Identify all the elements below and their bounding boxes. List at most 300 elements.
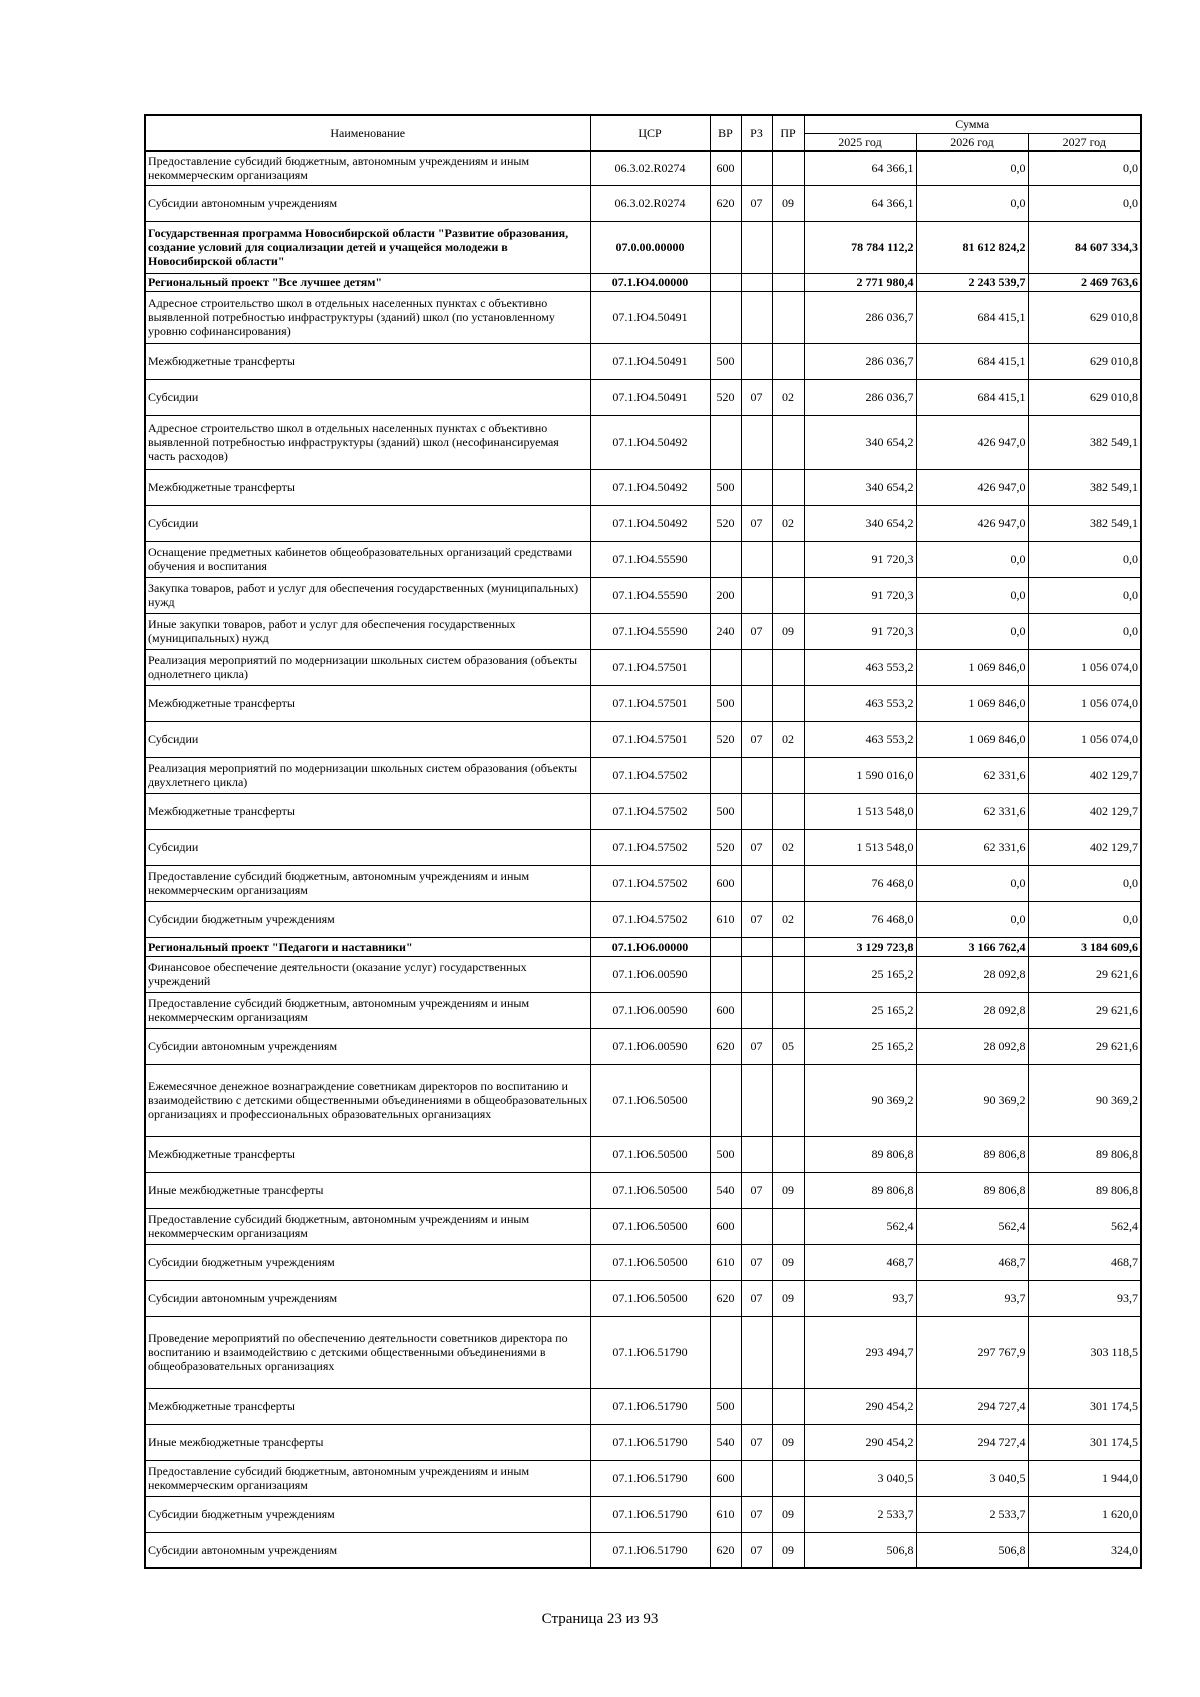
row-rz: [741, 541, 772, 577]
table-row: [145, 1208, 1141, 1244]
row-rz: 07: [741, 1244, 772, 1280]
row-name: Субсидии автономным учреждениям: [145, 1532, 590, 1568]
row-sum-2026: 28 092,8: [916, 1028, 1028, 1064]
row-csr: 07.1.Ю4.50491: [590, 343, 710, 379]
row-sum-2025: 1 590 016,0: [804, 757, 916, 793]
row-sum-2025: 78 784 112,2: [804, 221, 916, 273]
row-pr: [772, 1136, 804, 1172]
row-name: Межбюджетные трансферты: [145, 343, 590, 379]
table-body: [145, 151, 1141, 1568]
row-name: Адресное строительство школ в отдельных населенных пунктах с объективно выявленной потребностью инфраструктуры (зданий) школ (по установленному уровню софинансирования): [145, 291, 590, 343]
row-rz: [741, 685, 772, 721]
row-csr: 07.1.Ю6.51790: [590, 1460, 710, 1496]
row-sum-2025: 286 036,7: [804, 343, 916, 379]
row-sum-2026: 3 040,5: [916, 1460, 1028, 1496]
table-row: [145, 937, 1141, 956]
row-sum-2025: 64 366,1: [804, 185, 916, 221]
row-csr: 07.1.Ю4.50492: [590, 415, 710, 469]
row-vr: 600: [710, 865, 741, 901]
row-rz: [741, 1208, 772, 1244]
row-sum-2026: 1 069 846,0: [916, 685, 1028, 721]
row-sum-2026: 62 331,6: [916, 829, 1028, 865]
row-pr: 09: [772, 1496, 804, 1532]
row-sum-2026: 684 415,1: [916, 291, 1028, 343]
row-name: Адресное строительство школ в отдельных населенных пунктах с объективно выявленной потребностью инфраструктуры (зданий) школ (несофинансируемая часть расходов): [145, 415, 590, 469]
row-vr: [710, 273, 741, 291]
row-sum-2026: 294 727,4: [916, 1388, 1028, 1424]
table-row: [145, 992, 1141, 1028]
row-sum-2026: 562,4: [916, 1208, 1028, 1244]
row-sum-2026: 684 415,1: [916, 379, 1028, 415]
row-sum-2027: 382 549,1: [1028, 415, 1141, 469]
row-sum-2027: 301 174,5: [1028, 1424, 1141, 1460]
row-csr: 06.3.02.R0274: [590, 185, 710, 221]
row-name: Предоставление субсидий бюджетным, автономным учреждениям и иным некоммерческим организациям: [145, 865, 590, 901]
row-name: Иные закупки товаров, работ и услуг для обеспечения государственных (муниципальных) нужд: [145, 613, 590, 649]
row-sum-2026: 0,0: [916, 613, 1028, 649]
row-sum-2026: 297 767,9: [916, 1316, 1028, 1388]
table-row: [145, 613, 1141, 649]
row-sum-2027: 0,0: [1028, 541, 1141, 577]
table-header: [145, 115, 1141, 151]
row-sum-2027: 468,7: [1028, 1244, 1141, 1280]
row-vr: 600: [710, 151, 741, 185]
row-sum-2025: 506,8: [804, 1532, 916, 1568]
row-vr: 520: [710, 379, 741, 415]
row-sum-2026: 426 947,0: [916, 415, 1028, 469]
row-sum-2025: 290 454,2: [804, 1424, 916, 1460]
table-row: [145, 469, 1141, 505]
row-rz: [741, 221, 772, 273]
row-rz: [741, 291, 772, 343]
row-vr: 520: [710, 505, 741, 541]
row-sum-2026: 28 092,8: [916, 992, 1028, 1028]
table-row: [145, 1172, 1141, 1208]
row-csr: 07.1.Ю6.51790: [590, 1316, 710, 1388]
row-sum-2025: 340 654,2: [804, 415, 916, 469]
row-rz: [741, 793, 772, 829]
row-sum-2027: 1 056 074,0: [1028, 685, 1141, 721]
row-sum-2027: 382 549,1: [1028, 469, 1141, 505]
header-sum: Сумма: [804, 115, 1141, 133]
table-row: [145, 1280, 1141, 1316]
row-vr: [710, 291, 741, 343]
row-rz: 07: [741, 1280, 772, 1316]
row-sum-2027: 629 010,8: [1028, 379, 1141, 415]
row-name: Субсидии автономным учреждениям: [145, 1028, 590, 1064]
page-number: Страница 23 из 93: [541, 1611, 659, 1627]
row-pr: [772, 291, 804, 343]
row-csr: 07.1.Ю6.51790: [590, 1424, 710, 1460]
row-vr: 500: [710, 343, 741, 379]
header-year-2025: 2025 год: [804, 133, 916, 151]
row-name: Субсидии: [145, 829, 590, 865]
row-name: Оснащение предметных кабинетов общеобразовательных организаций средствами обучения и воспитания: [145, 541, 590, 577]
row-sum-2026: 684 415,1: [916, 343, 1028, 379]
row-csr: 07.1.Ю4.50491: [590, 291, 710, 343]
row-sum-2027: 301 174,5: [1028, 1388, 1141, 1424]
row-sum-2026: 1 069 846,0: [916, 721, 1028, 757]
row-pr: 05: [772, 1028, 804, 1064]
row-sum-2026: 0,0: [916, 577, 1028, 613]
row-sum-2027: 29 621,6: [1028, 992, 1141, 1028]
row-rz: [741, 415, 772, 469]
row-sum-2026: 2 533,7: [916, 1496, 1028, 1532]
row-csr: 07.1.Ю6.00590: [590, 992, 710, 1028]
row-pr: [772, 937, 804, 956]
row-sum-2027: 29 621,6: [1028, 1028, 1141, 1064]
row-rz: [741, 273, 772, 291]
row-rz: 07: [741, 1172, 772, 1208]
table-row: [145, 1136, 1141, 1172]
row-csr: 07.1.Ю6.50500: [590, 1280, 710, 1316]
row-sum-2027: 402 129,7: [1028, 757, 1141, 793]
row-vr: 500: [710, 1388, 741, 1424]
row-vr: [710, 541, 741, 577]
header-year-2027: 2027 год: [1028, 133, 1141, 151]
row-vr: 620: [710, 185, 741, 221]
row-sum-2027: 89 806,8: [1028, 1136, 1141, 1172]
table-row: [145, 721, 1141, 757]
row-rz: [741, 1460, 772, 1496]
row-csr: 07.1.Ю4.50492: [590, 505, 710, 541]
row-vr: 620: [710, 1532, 741, 1568]
row-vr: 610: [710, 901, 741, 937]
table-row: [145, 379, 1141, 415]
table-row: [145, 1388, 1141, 1424]
row-pr: 09: [772, 613, 804, 649]
row-name: Финансовое обеспечение деятельности (оказание услуг) государственных учреждений: [145, 956, 590, 992]
row-vr: 610: [710, 1496, 741, 1532]
row-sum-2026: 0,0: [916, 185, 1028, 221]
row-vr: 520: [710, 829, 741, 865]
row-vr: [710, 757, 741, 793]
row-sum-2026: 426 947,0: [916, 469, 1028, 505]
row-vr: 520: [710, 721, 741, 757]
row-csr: 07.1.Ю4.57502: [590, 901, 710, 937]
row-sum-2025: 463 553,2: [804, 685, 916, 721]
row-pr: [772, 649, 804, 685]
row-pr: [772, 685, 804, 721]
row-sum-2027: 0,0: [1028, 185, 1141, 221]
row-csr: 07.1.Ю6.51790: [590, 1532, 710, 1568]
row-csr: 07.1.Ю4.57502: [590, 865, 710, 901]
row-pr: [772, 757, 804, 793]
row-sum-2027: 402 129,7: [1028, 793, 1141, 829]
row-pr: 02: [772, 505, 804, 541]
row-csr: 07.0.00.00000: [590, 221, 710, 273]
row-sum-2027: 0,0: [1028, 151, 1141, 185]
row-csr: 07.1.Ю6.00590: [590, 956, 710, 992]
row-sum-2027: 0,0: [1028, 901, 1141, 937]
row-sum-2026: 62 331,6: [916, 793, 1028, 829]
row-vr: 500: [710, 793, 741, 829]
row-pr: [772, 577, 804, 613]
row-pr: 09: [772, 1244, 804, 1280]
table-row: [145, 793, 1141, 829]
row-sum-2025: 76 468,0: [804, 901, 916, 937]
row-pr: 02: [772, 721, 804, 757]
row-name: Иные межбюджетные трансферты: [145, 1424, 590, 1460]
row-vr: 620: [710, 1028, 741, 1064]
row-vr: [710, 649, 741, 685]
row-sum-2025: 89 806,8: [804, 1136, 916, 1172]
row-rz: [741, 469, 772, 505]
table-row: [145, 829, 1141, 865]
row-sum-2027: 629 010,8: [1028, 291, 1141, 343]
row-rz: 07: [741, 901, 772, 937]
row-vr: 610: [710, 1244, 741, 1280]
row-name: Субсидии: [145, 379, 590, 415]
row-vr: 540: [710, 1424, 741, 1460]
table-row: [145, 505, 1141, 541]
row-sum-2027: 1 620,0: [1028, 1496, 1141, 1532]
row-csr: 07.1.Ю4.57502: [590, 793, 710, 829]
row-rz: [741, 1064, 772, 1136]
row-rz: [741, 757, 772, 793]
row-pr: [772, 221, 804, 273]
row-pr: [772, 151, 804, 185]
row-pr: [772, 1316, 804, 1388]
row-vr: 500: [710, 469, 741, 505]
table-row: [145, 273, 1141, 291]
row-sum-2027: 2 469 763,6: [1028, 273, 1141, 291]
row-csr: 07.1.Ю6.00000: [590, 937, 710, 956]
row-name: Государственная программа Новосибирской области "Развитие образования, создание условий для социализации детей и учащейся молодежи в Новосибирской области": [145, 221, 590, 273]
row-sum-2025: 91 720,3: [804, 613, 916, 649]
row-name: Межбюджетные трансферты: [145, 469, 590, 505]
row-sum-2027: 84 607 334,3: [1028, 221, 1141, 273]
row-rz: [741, 1316, 772, 1388]
row-sum-2025: 93,7: [804, 1280, 916, 1316]
row-sum-2027: 89 806,8: [1028, 1172, 1141, 1208]
table-row: [145, 956, 1141, 992]
row-sum-2027: 29 621,6: [1028, 956, 1141, 992]
row-sum-2026: 62 331,6: [916, 757, 1028, 793]
row-csr: 07.1.Ю4.00000: [590, 273, 710, 291]
row-sum-2025: 2 533,7: [804, 1496, 916, 1532]
row-sum-2027: 90 369,2: [1028, 1064, 1141, 1136]
header-pr: ПР: [772, 115, 804, 151]
row-rz: 07: [741, 1424, 772, 1460]
header-csr: ЦСР: [590, 115, 710, 151]
table-row: [145, 865, 1141, 901]
row-vr: 600: [710, 1208, 741, 1244]
row-csr: 07.1.Ю4.50492: [590, 469, 710, 505]
row-pr: [772, 1064, 804, 1136]
row-sum-2025: 89 806,8: [804, 1172, 916, 1208]
row-sum-2025: 1 513 548,0: [804, 793, 916, 829]
row-csr: 07.1.Ю6.50500: [590, 1172, 710, 1208]
header-vr: ВР: [710, 115, 741, 151]
table-row: [145, 1028, 1141, 1064]
row-sum-2026: 2 243 539,7: [916, 273, 1028, 291]
table-row: [145, 1460, 1141, 1496]
row-sum-2025: 25 165,2: [804, 1028, 916, 1064]
row-csr: 07.1.Ю6.50500: [590, 1064, 710, 1136]
row-name: Субсидии автономным учреждениям: [145, 185, 590, 221]
row-pr: [772, 865, 804, 901]
row-csr: 07.1.Ю4.57501: [590, 649, 710, 685]
row-rz: [741, 649, 772, 685]
row-pr: [772, 415, 804, 469]
row-name: Субсидии автономным учреждениям: [145, 1280, 590, 1316]
row-name: Предоставление субсидий бюджетным, автономным учреждениям и иным некоммерческим организациям: [145, 151, 590, 185]
row-rz: [741, 956, 772, 992]
row-sum-2026: 81 612 824,2: [916, 221, 1028, 273]
row-sum-2025: 64 366,1: [804, 151, 916, 185]
row-sum-2025: 2 771 980,4: [804, 273, 916, 291]
row-rz: 07: [741, 1532, 772, 1568]
row-name: Субсидии бюджетным учреждениям: [145, 1496, 590, 1532]
row-sum-2027: 382 549,1: [1028, 505, 1141, 541]
row-csr: 07.1.Ю6.50500: [590, 1244, 710, 1280]
row-name: Межбюджетные трансферты: [145, 685, 590, 721]
table-row: [145, 1064, 1141, 1136]
row-csr: 07.1.Ю6.00590: [590, 1028, 710, 1064]
row-sum-2026: 93,7: [916, 1280, 1028, 1316]
row-sum-2026: 0,0: [916, 151, 1028, 185]
row-sum-2025: 90 369,2: [804, 1064, 916, 1136]
row-sum-2025: 3 040,5: [804, 1460, 916, 1496]
header-year-2026: 2026 год: [916, 133, 1028, 151]
row-pr: [772, 1208, 804, 1244]
table-row: [145, 1532, 1141, 1568]
row-sum-2025: 463 553,2: [804, 721, 916, 757]
row-sum-2027: 629 010,8: [1028, 343, 1141, 379]
row-csr: 07.1.Ю6.50500: [590, 1136, 710, 1172]
row-vr: 500: [710, 1136, 741, 1172]
row-sum-2025: 76 468,0: [804, 865, 916, 901]
row-name: Предоставление субсидий бюджетным, автономным учреждениям и иным некоммерческим организациям: [145, 1208, 590, 1244]
row-pr: [772, 273, 804, 291]
row-name: Субсидии: [145, 721, 590, 757]
table-row: [145, 343, 1141, 379]
row-pr: 09: [772, 1532, 804, 1568]
row-name: Субсидии бюджетным учреждениям: [145, 901, 590, 937]
row-pr: [772, 469, 804, 505]
table-row: [145, 577, 1141, 613]
row-csr: 07.1.Ю6.51790: [590, 1388, 710, 1424]
table-row: [145, 1244, 1141, 1280]
row-name: Межбюджетные трансферты: [145, 793, 590, 829]
row-sum-2027: 0,0: [1028, 865, 1141, 901]
row-csr: 07.1.Ю4.55590: [590, 541, 710, 577]
row-vr: 200: [710, 577, 741, 613]
row-sum-2025: 286 036,7: [804, 291, 916, 343]
row-rz: [741, 577, 772, 613]
table-row: [145, 291, 1141, 343]
table-row: [145, 901, 1141, 937]
row-vr: [710, 1316, 741, 1388]
row-csr: 07.1.Ю4.55590: [590, 577, 710, 613]
row-csr: 07.1.Ю6.51790: [590, 1496, 710, 1532]
row-sum-2026: 1 069 846,0: [916, 649, 1028, 685]
row-sum-2026: 294 727,4: [916, 1424, 1028, 1460]
row-sum-2026: 0,0: [916, 541, 1028, 577]
row-pr: [772, 793, 804, 829]
row-sum-2027: 562,4: [1028, 1208, 1141, 1244]
row-rz: [741, 1136, 772, 1172]
row-sum-2026: 506,8: [916, 1532, 1028, 1568]
row-sum-2025: 340 654,2: [804, 469, 916, 505]
row-vr: [710, 1064, 741, 1136]
row-sum-2025: 91 720,3: [804, 577, 916, 613]
row-pr: 09: [772, 1280, 804, 1316]
row-pr: 09: [772, 1172, 804, 1208]
table-row: [145, 757, 1141, 793]
row-sum-2026: 468,7: [916, 1244, 1028, 1280]
row-vr: 500: [710, 685, 741, 721]
header-name: Наименование: [145, 115, 590, 151]
row-vr: [710, 956, 741, 992]
row-sum-2027: 93,7: [1028, 1280, 1141, 1316]
row-name: Реализация мероприятий по модернизации школьных систем образования (объекты двухлетнего цикла): [145, 757, 590, 793]
budget-table: [144, 114, 1142, 1569]
row-sum-2025: 290 454,2: [804, 1388, 916, 1424]
row-vr: 240: [710, 613, 741, 649]
row-sum-2025: 468,7: [804, 1244, 916, 1280]
row-name: Субсидии бюджетным учреждениям: [145, 1244, 590, 1280]
table-row: [145, 185, 1141, 221]
row-sum-2025: 91 720,3: [804, 541, 916, 577]
row-sum-2025: 3 129 723,8: [804, 937, 916, 956]
row-sum-2026: 0,0: [916, 901, 1028, 937]
row-rz: [741, 343, 772, 379]
row-sum-2025: 293 494,7: [804, 1316, 916, 1388]
row-rz: [741, 865, 772, 901]
row-sum-2025: 25 165,2: [804, 956, 916, 992]
row-sum-2026: 89 806,8: [916, 1172, 1028, 1208]
row-pr: [772, 343, 804, 379]
row-pr: 02: [772, 901, 804, 937]
row-vr: 600: [710, 992, 741, 1028]
row-rz: 07: [741, 1496, 772, 1532]
row-rz: 07: [741, 721, 772, 757]
row-sum-2026: 0,0: [916, 865, 1028, 901]
row-name: Ежемесячное денежное вознаграждение советникам директоров по воспитанию и взаимодействию с детскими общественными объединениями в общеобразовательных организациях и профессиональных образовательных организациях: [145, 1064, 590, 1136]
row-sum-2025: 562,4: [804, 1208, 916, 1244]
row-csr: 07.1.Ю6.50500: [590, 1208, 710, 1244]
row-sum-2026: 90 369,2: [916, 1064, 1028, 1136]
table-row: [145, 151, 1141, 185]
row-csr: 07.1.Ю4.55590: [590, 613, 710, 649]
row-rz: [741, 1388, 772, 1424]
table-row: [145, 221, 1141, 273]
row-pr: [772, 1388, 804, 1424]
row-sum-2027: 1 944,0: [1028, 1460, 1141, 1496]
row-rz: 07: [741, 613, 772, 649]
row-csr: 07.1.Ю4.57502: [590, 757, 710, 793]
row-rz: 07: [741, 829, 772, 865]
table-row: [145, 541, 1141, 577]
row-vr: 600: [710, 1460, 741, 1496]
row-csr: 06.3.02.R0274: [590, 151, 710, 185]
table-row: [145, 685, 1141, 721]
row-sum-2027: 0,0: [1028, 577, 1141, 613]
row-rz: 07: [741, 1028, 772, 1064]
row-sum-2027: 402 129,7: [1028, 829, 1141, 865]
row-pr: [772, 956, 804, 992]
row-pr: [772, 1460, 804, 1496]
row-sum-2026: 426 947,0: [916, 505, 1028, 541]
row-sum-2027: 324,0: [1028, 1532, 1141, 1568]
row-name: Межбюджетные трансферты: [145, 1388, 590, 1424]
row-name: Предоставление субсидий бюджетным, автономным учреждениям и иным некоммерческим организациям: [145, 992, 590, 1028]
row-pr: [772, 992, 804, 1028]
table-row: [145, 1496, 1141, 1532]
row-name: Закупка товаров, работ и услуг для обеспечения государственных (муниципальных) нужд: [145, 577, 590, 613]
